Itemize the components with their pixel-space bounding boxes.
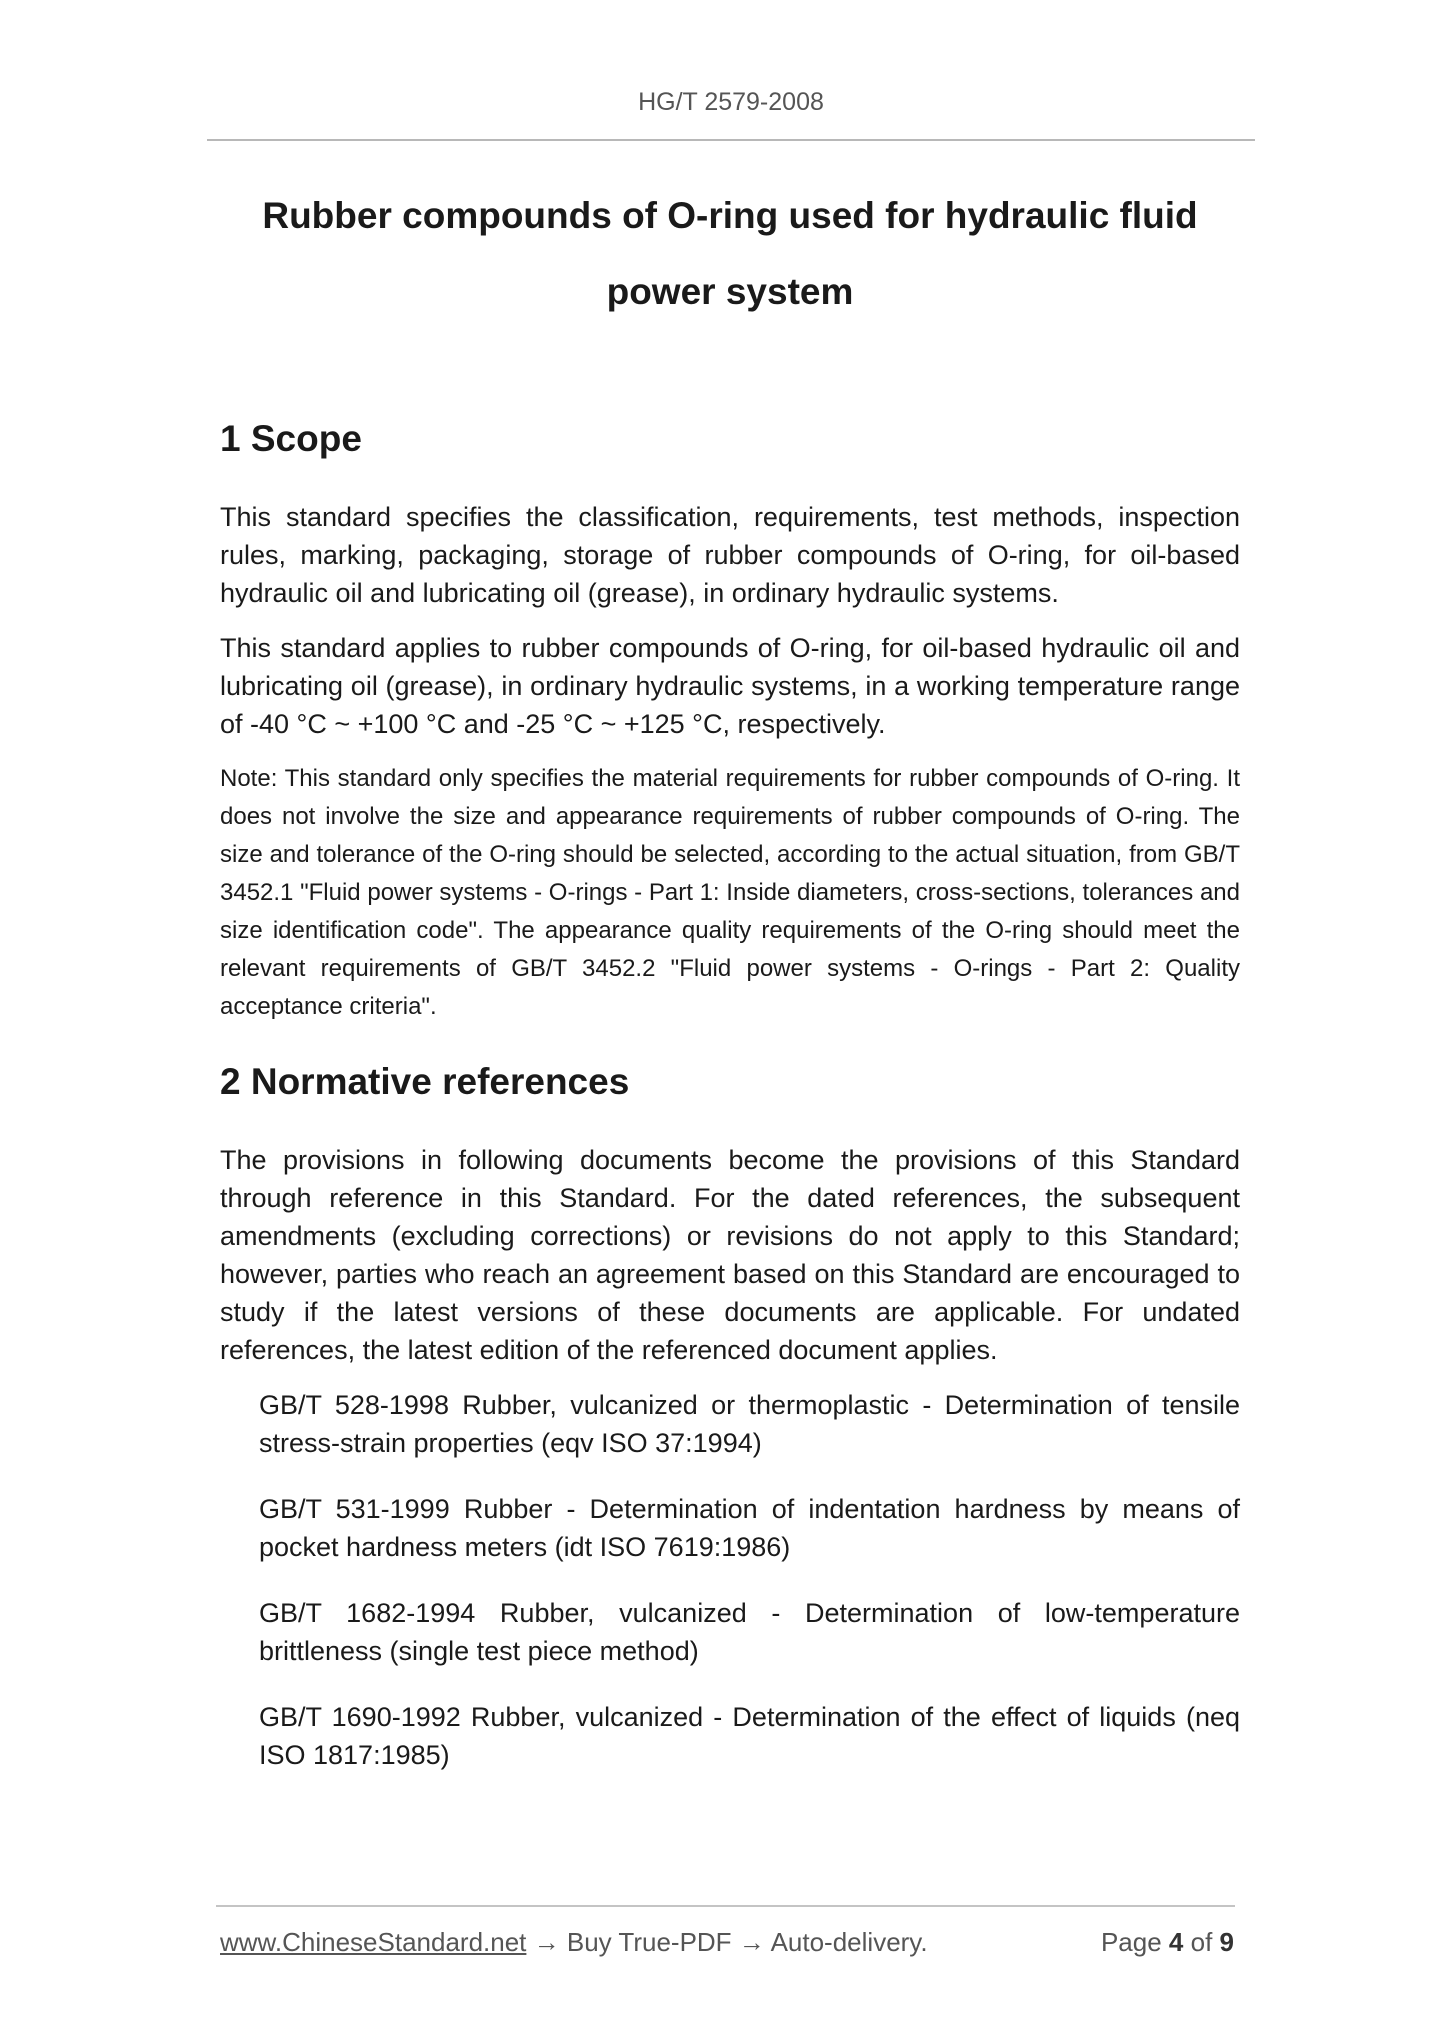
references-intro: The provisions in following documents become the provisions of this Standard through reference in this Standard. For the dated references, the subsequent amendments (excluding corrections) or revisions do not apply to this Standard; however, parties who reach an agreement based on this Standard are encouraged to study if the latest versions of these documents are applicable. For undated references, the latest edition of the referenced document applies. <box>220 1145 1240 1365</box>
scope-note: Note: This standard only specifies the material requirements for rubber compounds of O-ring. It does not involve the size and appearance requirements of rubber compounds of O-ring. The size and tolerance of the O-ring should be selected, according to the actual situation, from GB/T 3452.1 "Fluid power systems - O-rings - Part 1: Inside diameters, cross-sections, tolerances and size identification code". The appearance quality requirements of the O-ring should meet the relevant requirements of GB/T 3452.2 "Fluid power systems - O-rings - Part 2: Quality acceptance criteria". <box>220 765 1240 1020</box>
footer-tagline: → Buy True-PDF → Auto-delivery. <box>526 1927 928 1957</box>
section-heading-scope: 1 Scope <box>220 418 362 459</box>
title-line-2: power system <box>606 271 854 312</box>
document-title <box>220 178 1240 330</box>
page-number <box>1101 1924 1234 1960</box>
title-line-1: Rubber compounds of O-ring used for hydraulic fluid <box>262 195 1198 236</box>
reference-item: GB/T 528-1998 Rubber, vulcanized or thermoplastic - Determination of tensile stress-strain properties (eqv ISO 37:1994) <box>259 1390 1240 1458</box>
page-header <box>207 88 1255 117</box>
footer-promo <box>220 1924 928 1960</box>
scope-paragraph-1: This standard specifies the classification, requirements, test methods, inspection rules, marking, packaging, storage of rubber compounds of O-ring, for oil-based hydraulic oil and lubricating oil (grease), in ordinary hydraulic systems. <box>220 502 1240 608</box>
reference-item: GB/T 1682-1994 Rubber, vulcanized - Determination of low-temperature brittleness (single test piece method) <box>259 1598 1240 1666</box>
page-content <box>220 178 1240 1802</box>
reference-item: GB/T 531-1999 Rubber - Determination of indentation hardness by means of pocket hardness meters (idt ISO 7619:1986) <box>259 1494 1240 1562</box>
page-of-label: of <box>1190 1927 1213 1957</box>
header-doc-number: HG/T 2579-2008 <box>638 88 824 116</box>
header-divider <box>207 139 1255 141</box>
page-total: 9 <box>1219 1927 1234 1957</box>
footer-divider <box>216 1905 1235 1907</box>
reference-item: GB/T 1690-1992 Rubber, vulcanized - Determination of the effect of liquids (neq ISO 1817:1985) <box>259 1702 1240 1770</box>
page-label: Page <box>1100 1927 1162 1957</box>
website-link[interactable]: www.ChineseStandard.net <box>220 1927 527 1957</box>
section-heading-normative-references: 2 Normative references <box>220 1061 630 1102</box>
page-current: 4 <box>1168 1927 1184 1957</box>
scope-paragraph-2: This standard applies to rubber compounds of O-ring, for oil-based hydraulic oil and lubricating oil (grease), in ordinary hydraulic systems, in a working temperature range of -40 °C ~ +100 °C and -25 °C ~ +125 °C, respectively. <box>220 633 1240 739</box>
page-footer <box>220 1924 1234 1960</box>
